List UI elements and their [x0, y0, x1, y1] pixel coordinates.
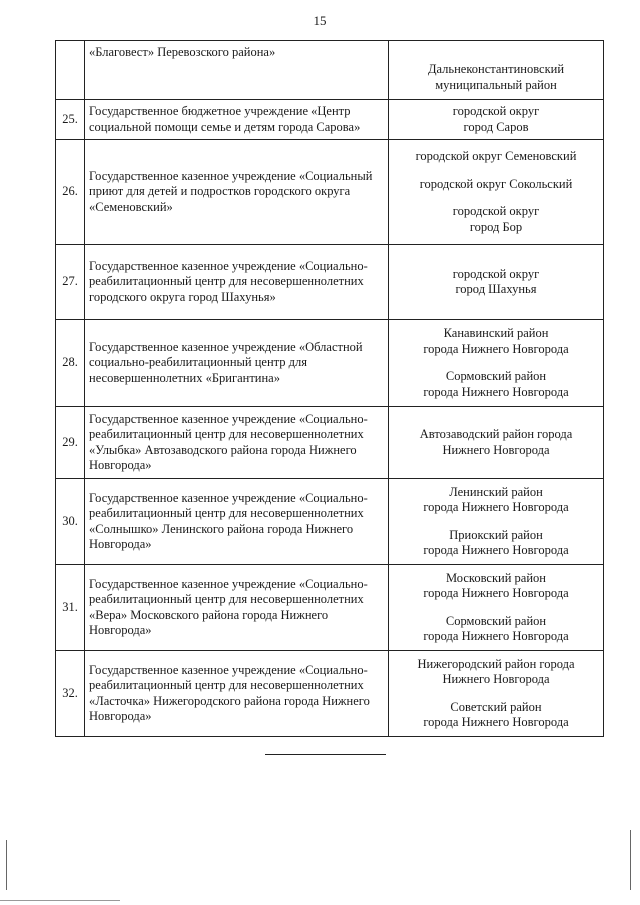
- area-line: город Бор: [469, 219, 523, 234]
- closing-rule: [265, 754, 386, 755]
- area-line: город Саров: [463, 119, 529, 134]
- area-line: Канавинский район: [443, 326, 549, 340]
- table-row: [56, 41, 604, 100]
- service-area: [389, 479, 604, 565]
- institution-name: Государственное казенное учреждение «Социально-реабилитационный центр для несовершеннолетних «Вера» Московского района города Нижнего Новгорода»: [85, 565, 389, 651]
- area-line: Приокский район: [449, 527, 543, 542]
- area-line: Дальнеконстантиновский: [427, 62, 565, 76]
- institution-name: Государственное казенное учреждение «Областной социально-реабилитационный центр для несовершеннолетних «Бригантина»: [85, 320, 389, 407]
- table-row: [56, 651, 604, 737]
- area-line: Ленинский район: [449, 484, 543, 499]
- scan-artifact: [0, 900, 120, 901]
- area-line: города Нижнего Новгорода: [423, 543, 569, 557]
- row-number: 26.: [56, 140, 85, 245]
- table-row: [56, 245, 604, 320]
- service-area: [389, 140, 604, 245]
- institution-name: Государственное казенное учреждение «Социально-реабилитационный центр для несовершеннолетних «Ласточка» Нижегородского района города Нижнего Новгорода»: [85, 651, 389, 737]
- service-area: [389, 100, 604, 140]
- area-spacer: [393, 192, 599, 204]
- service-area: [389, 41, 604, 100]
- row-number: 28.: [56, 320, 85, 407]
- area-line: Нижегородский район города: [417, 656, 575, 671]
- institution-name: Государственное казенное учреждение «Социально-реабилитационный центр для несовершеннолетних «Солнышко» Ленинского района города Нижнего Новгорода»: [85, 479, 389, 565]
- row-number: 32.: [56, 651, 85, 737]
- area-line: городской округ: [452, 204, 540, 218]
- area-spacer: [393, 516, 599, 528]
- area-line: городской округ Семеновский: [415, 149, 577, 163]
- service-area: [389, 651, 604, 737]
- area-line: города Нижнего Новгорода: [423, 715, 569, 729]
- scan-artifact: [6, 840, 7, 890]
- area-spacer: [393, 602, 599, 614]
- service-area: [389, 407, 604, 479]
- row-number: 30.: [56, 479, 85, 565]
- area-spacer: [393, 165, 599, 177]
- institution-name: Государственное казенное учреждение «Социальный приют для детей и подростков городского округа «Семеновский»: [85, 140, 389, 245]
- area-line: города Нижнего Новгорода: [423, 341, 569, 356]
- page-number: 15: [313, 13, 327, 28]
- area-line: Сормовский район: [445, 613, 547, 628]
- row-number: 29.: [56, 407, 85, 479]
- institutions-table: [55, 40, 604, 737]
- area-line: Московский район: [446, 570, 546, 585]
- area-line: Нижнего Новгорода: [442, 442, 550, 457]
- area-line: городской округ: [452, 104, 540, 118]
- area-spacer: [393, 688, 599, 700]
- area-line: Автозаводский район города: [419, 427, 573, 441]
- area-line: город Шахунья: [455, 282, 537, 296]
- area-line: муниципальный район: [435, 77, 557, 92]
- area-line: городской округ Сокольский: [419, 176, 573, 191]
- row-number: 27.: [56, 245, 85, 320]
- service-area: [389, 320, 604, 407]
- table-row: [56, 100, 604, 140]
- area-line: городской округ: [452, 266, 540, 281]
- scan-artifact: [630, 830, 631, 890]
- row-number: 31.: [56, 565, 85, 651]
- area-line: Нижнего Новгорода: [442, 672, 550, 686]
- table-row: [56, 140, 604, 245]
- row-number: 25.: [56, 100, 85, 140]
- area-line: Советский район: [450, 699, 542, 714]
- table-row: [56, 407, 604, 479]
- institution-name: Государственное казенное учреждение «Социально-реабилитационный центр для несовершеннолетних «Улыбка» Автозаводского района города Нижнего Новгорода»: [85, 407, 389, 479]
- area-line: города Нижнего Новгорода: [423, 629, 569, 643]
- area-line: города Нижнего Новгорода: [423, 500, 569, 514]
- institution-name: «Благовест» Перевозского района»: [85, 41, 389, 100]
- row-number: [56, 41, 85, 100]
- table-row: [56, 479, 604, 565]
- area-line: Сормовский район: [445, 369, 547, 383]
- area-line: города Нижнего Новгорода: [423, 384, 569, 399]
- service-area: [389, 565, 604, 651]
- area-spacer: [393, 357, 599, 369]
- institution-name: Государственное казенное учреждение «Социально-реабилитационный центр для несовершеннолетних городского округа город Шахунья»: [85, 245, 389, 320]
- institution-name: Государственное бюджетное учреждение «Центр социальной помощи семье и детям города Сарова»: [85, 100, 389, 140]
- table-row: [56, 565, 604, 651]
- service-area: [389, 245, 604, 320]
- table-row: [56, 320, 604, 407]
- area-line: города Нижнего Новгорода: [423, 586, 569, 600]
